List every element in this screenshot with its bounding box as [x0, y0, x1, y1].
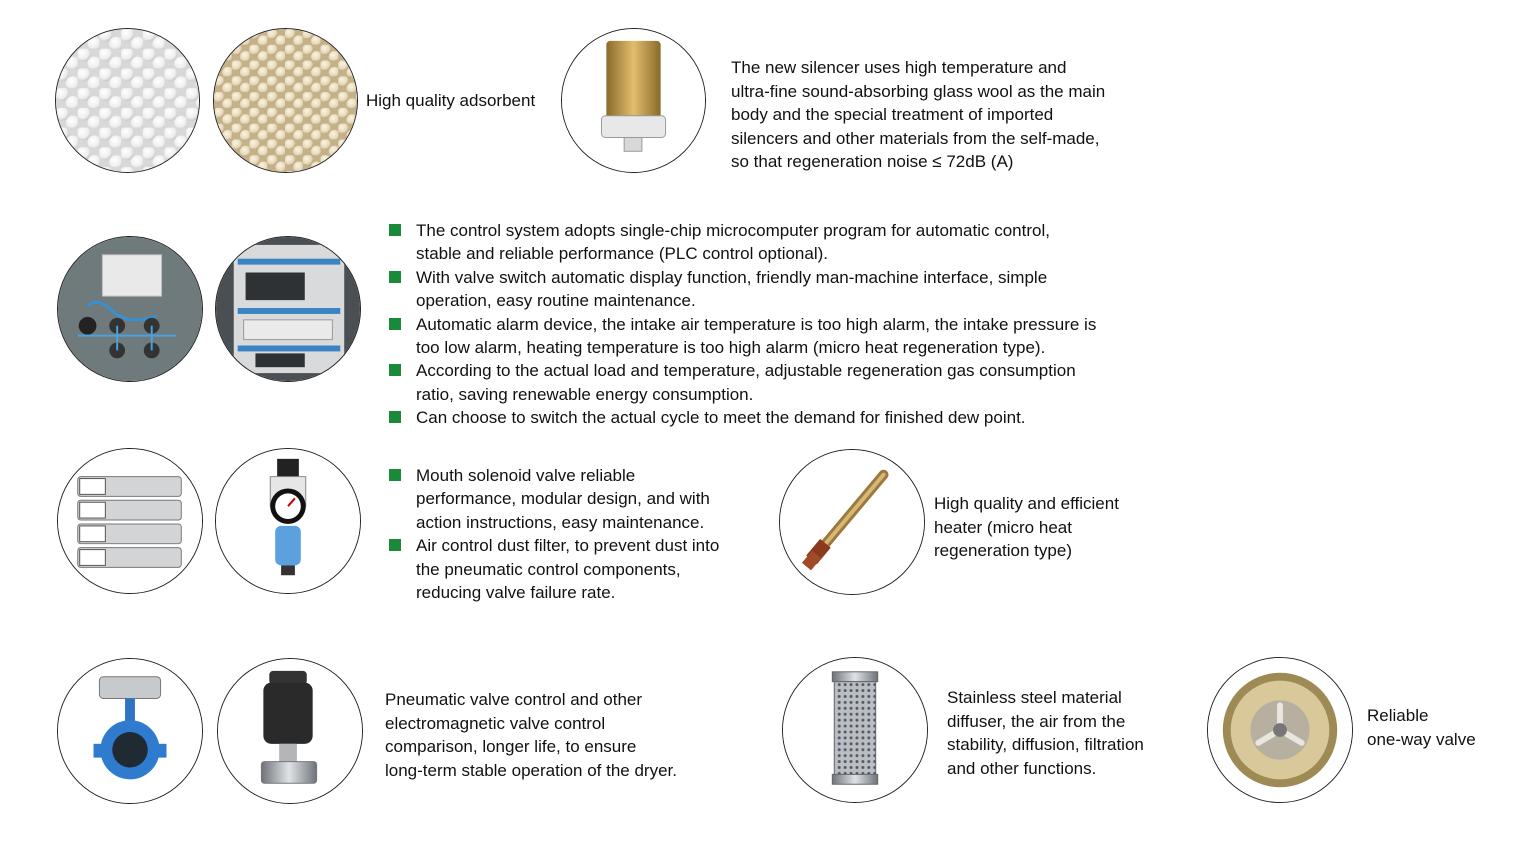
filter-regulator-icon [215, 448, 361, 594]
control-box-icon [57, 236, 203, 382]
valve-filter-features [387, 464, 719, 604]
one-way-valve-description: Reliable one-way valve [1367, 706, 1476, 749]
bullet-square-icon [389, 411, 401, 423]
pneumatic-description: Pneumatic valve control and other electromagnetic valve control comparison, longer life, to ensure long-term stable operation of the dryer. [385, 690, 677, 780]
list-item: According to the actual load and temperature, adjustable regeneration gas consumption ratio, saving renewable energy consumption. [387, 359, 1096, 406]
bullet-square-icon [389, 271, 401, 283]
diffuser-icon [782, 657, 928, 803]
adsorbent-label: High quality adsorbent [366, 91, 536, 110]
butterfly-valve-icon [57, 658, 203, 804]
silencer-description: The new silencer uses high temperature and ultra-fine sound-absorbing glass wool as the main body and the special treatment of imported silencers and other materials from the self-made, so that regeneration noise ≤ 72dB (A) [731, 58, 1106, 171]
heater-icon [779, 449, 925, 595]
list-item: Automatic alarm device, the intake air temperature is too high alarm, the intake pressure is too low alarm, heating temperature is too high alarm (micro heat regeneration type). [387, 313, 1096, 360]
list-item: The control system adopts single-chip microcomputer program for automatic control, stable and reliable performance (PLC control optional). [387, 219, 1096, 266]
control-system-features [387, 219, 1096, 430]
diffuser-description: Stainless steel material diffuser, the air from the stability, diffusion, filtration and other functions. [947, 688, 1144, 778]
heater-description: High quality and efficient heater (micro heat regeneration type) [934, 494, 1119, 560]
list-item: Mouth solenoid valve reliable performance, modular design, and with action instructions, easy maintenance. [387, 464, 719, 534]
bullet-square-icon [389, 469, 401, 481]
bullet-square-icon [389, 364, 401, 376]
list-item: Can choose to switch the actual cycle to meet the demand for finished dew point. [387, 406, 1096, 429]
bullet-square-icon [389, 318, 401, 330]
control-panel-icon [215, 236, 361, 382]
silencer-icon [561, 28, 706, 173]
bullet-square-icon [389, 539, 401, 551]
bullet-square-icon [389, 224, 401, 236]
beige-beads-icon [213, 28, 358, 173]
solenoid-valve-icon [57, 448, 203, 594]
angle-seat-valve-icon [217, 658, 363, 804]
list-item: Air control dust filter, to prevent dust into the pneumatic control components, reducing valve failure rate. [387, 534, 719, 604]
one-way-valve-icon [1207, 657, 1353, 803]
white-beads-icon [55, 28, 200, 173]
list-item: With valve switch automatic display function, friendly man-machine interface, simple operation, easy routine maintenance. [387, 266, 1096, 313]
